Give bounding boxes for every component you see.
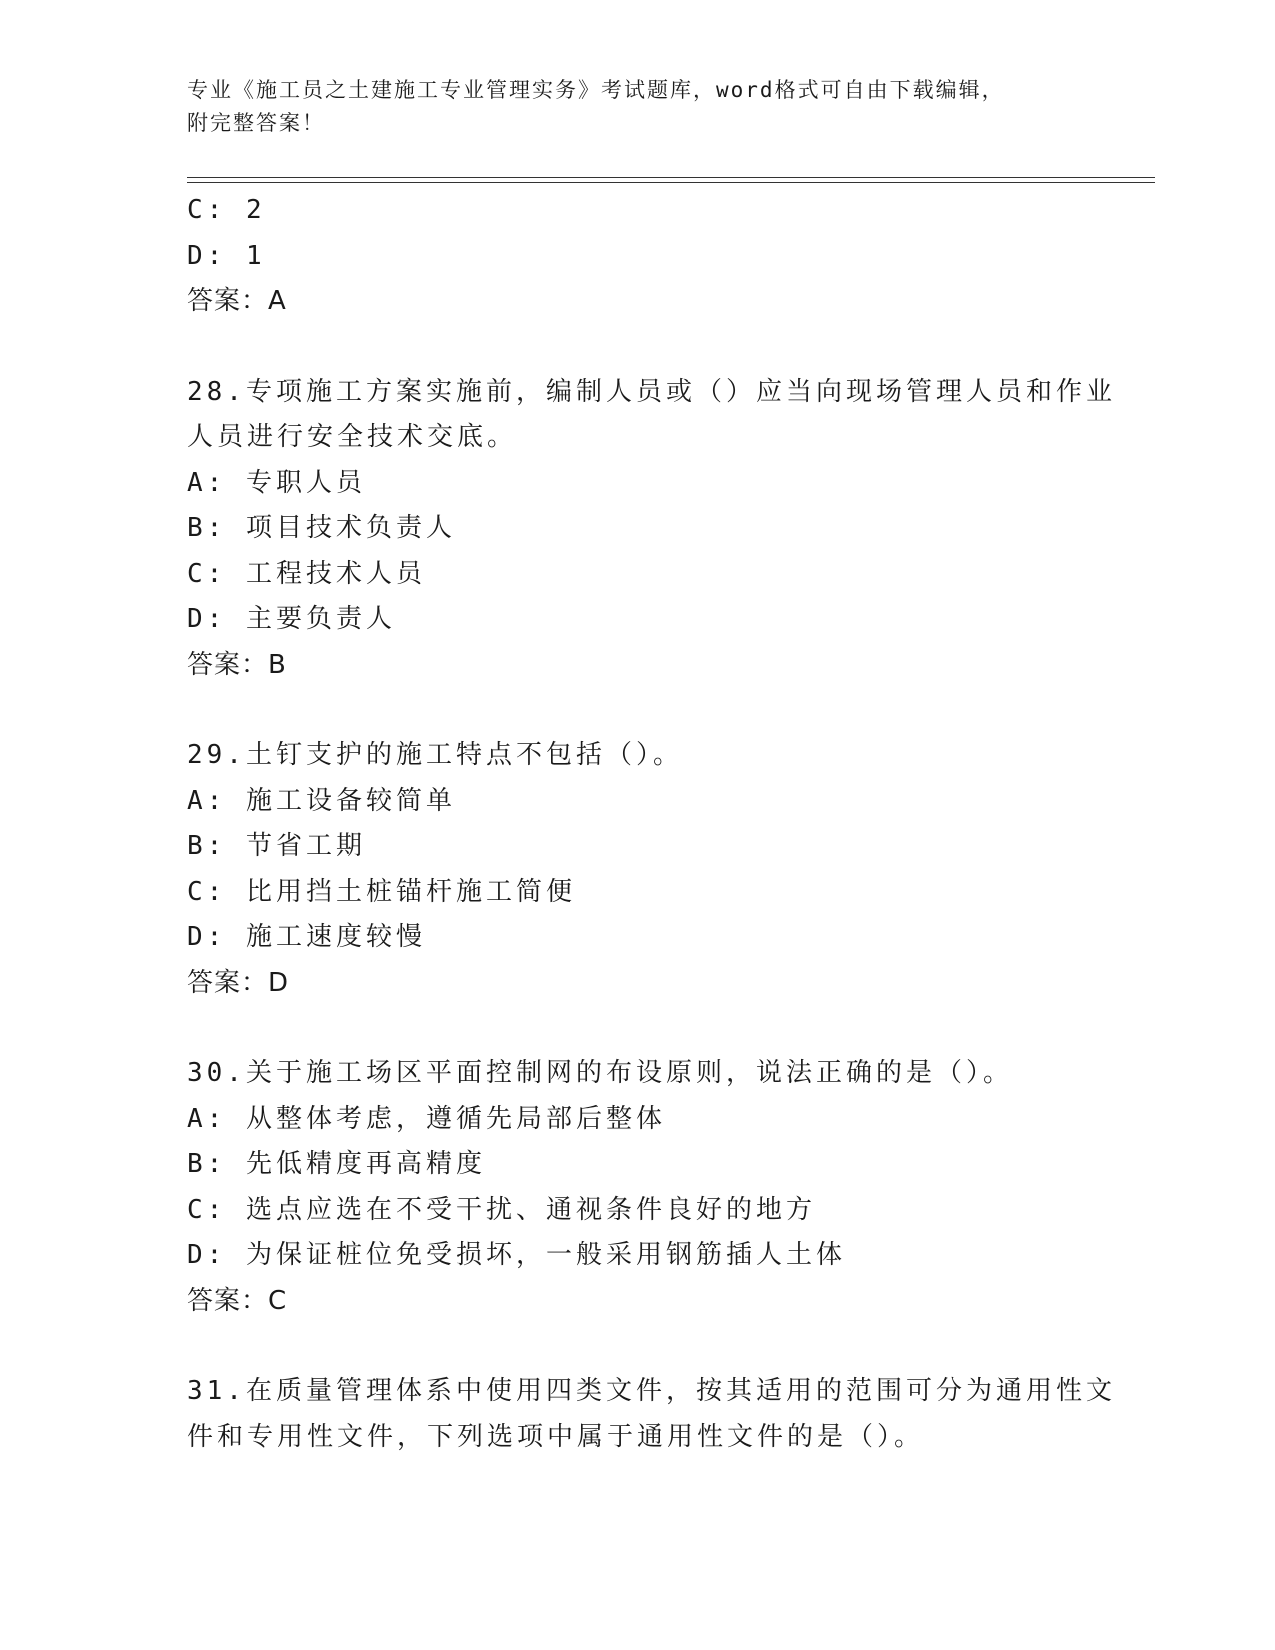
option-a: A: 专职人员 (187, 467, 366, 498)
header-rule-bottom (187, 182, 1155, 183)
question-text: 31.在质量管理体系中使用四类文件，按其适用的范围可分为通用性文 (187, 1376, 1116, 1406)
option-d: D: 施工速度较慢 (187, 922, 426, 952)
option-c: C: 工程技术人员 (187, 558, 426, 589)
option-b: B: 项目技术负责人 (187, 513, 456, 543)
question-31 (187, 1369, 1116, 1460)
answer-line: 答案：A (187, 286, 287, 316)
answer-line: 答案：C (187, 1285, 288, 1316)
option-a: A: 从整体考虑，遵循先局部后整体 (187, 1103, 666, 1134)
question-text: 29.土钉支护的施工特点不包括（）。 (187, 740, 683, 770)
header-rule-top (187, 177, 1155, 178)
document-body (187, 188, 1116, 1460)
question-text: 件和专用性文件，下列选项中属于通用性文件的是（）。 (187, 1421, 925, 1452)
answer-line: 答案：D (187, 967, 290, 998)
answer-line: 答案：B (187, 649, 287, 680)
option-a: A: 施工设备较简单 (187, 785, 456, 816)
option-b: B: 先低精度再高精度 (187, 1149, 486, 1179)
option-c: C: 选点应选在不受干扰、通视条件良好的地方 (187, 1194, 816, 1225)
question-29 (187, 733, 1087, 1006)
option-c: C: 比用挡土桩锚杆施工简便 (187, 876, 576, 907)
header-line-2: 附完整答案！ (187, 111, 325, 135)
question-text: 28.专项施工方案实施前，编制人员或（）应当向现场管理人员和作业 (187, 376, 1116, 407)
option-d: D: 主要负责人 (187, 604, 396, 634)
option-d: D: 为保证桩位免受损坏，一般采用钢筋插人土体 (187, 1240, 846, 1270)
option-b: B: 节省工期 (187, 831, 366, 861)
question-text: 人员进行安全技术交底。 (187, 422, 518, 452)
question-text: 30.关于施工场区平面控制网的布设原则，说法正确的是（）。 (187, 1058, 1013, 1088)
document-header (187, 74, 1087, 140)
option-c: C: 2 (187, 195, 266, 225)
option-d: D: 1 (187, 240, 266, 271)
previous-question-tail (187, 188, 1087, 325)
header-line-1: 专业《施工员之土建施工专业管理实务》考试题库，word格式可自由下载编辑， (187, 78, 1005, 102)
question-30 (187, 1051, 1087, 1324)
question-28 (187, 370, 1116, 689)
